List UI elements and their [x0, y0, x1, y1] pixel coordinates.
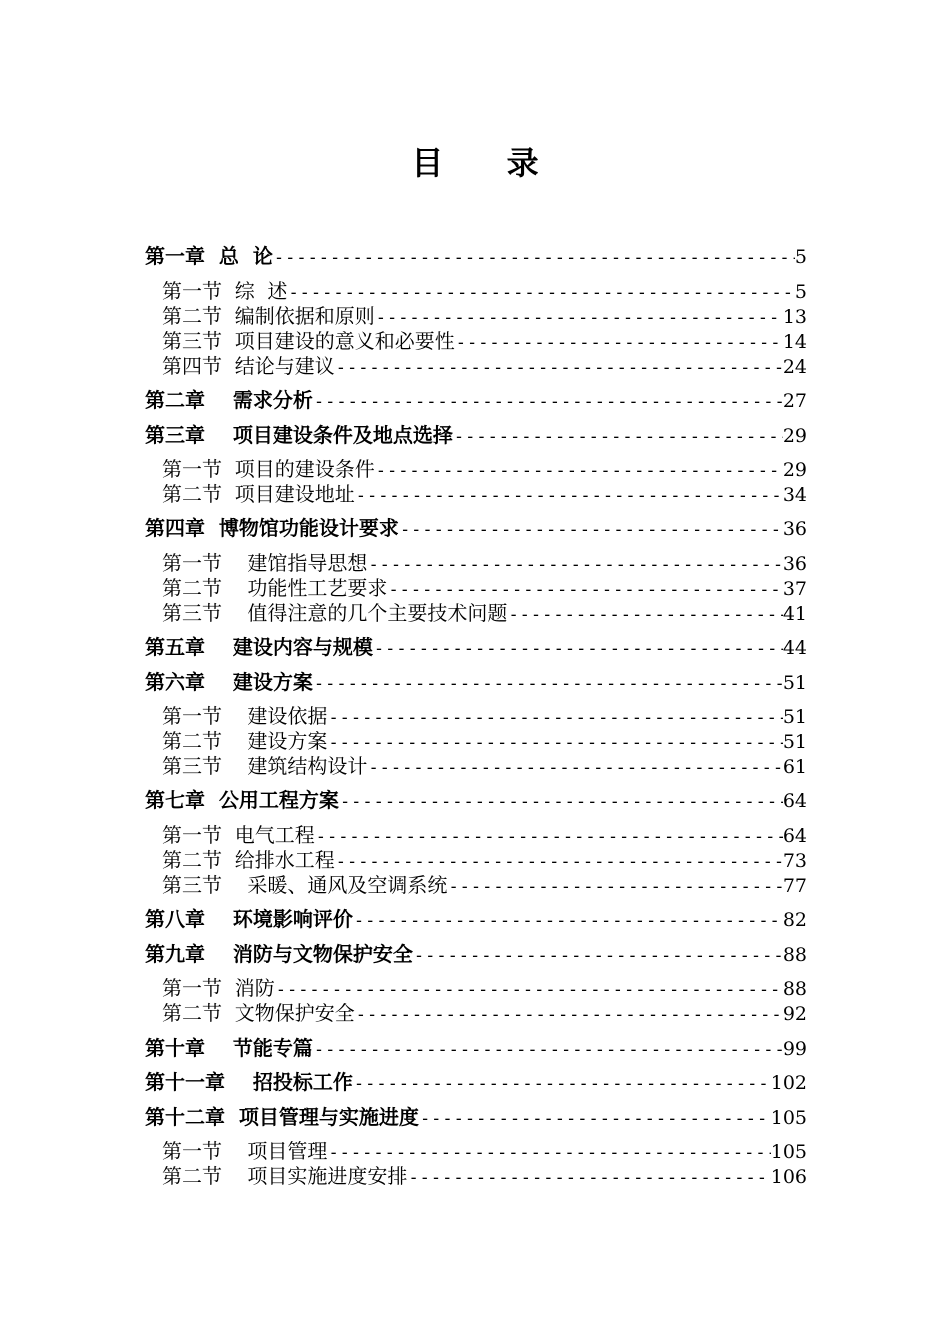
toc-entry-label: 第七章 公用工程方案	[145, 788, 339, 812]
toc-page-number: 37	[782, 578, 807, 600]
dash-leader	[335, 355, 783, 381]
toc-page-number: 5	[794, 246, 807, 268]
toc-page-number: 88	[782, 978, 807, 1000]
toc-page-number: 64	[782, 790, 807, 812]
toc-section-entry	[162, 822, 807, 848]
toc-chapter-entry	[145, 243, 807, 269]
toc-chapter-entry	[145, 634, 807, 660]
toc-page-number: 51	[782, 706, 807, 728]
toc-entry-label: 第三节 值得注意的几个主要技术问题	[162, 601, 508, 625]
toc-entry-label: 第二节 建设方案	[162, 729, 328, 753]
toc-entry-label: 第一节 消防	[162, 976, 275, 1000]
dash-leader	[353, 1071, 771, 1097]
dash-leader	[507, 602, 782, 628]
toc-page-number: 44	[782, 637, 807, 659]
toc-page-number: 36	[782, 518, 807, 540]
toc-entry-label: 第四章 博物馆功能设计要求	[145, 516, 399, 540]
toc-entry-label: 第一节 综 述	[162, 279, 288, 303]
toc-page-number: 102	[770, 1072, 807, 1094]
dash-leader	[399, 517, 783, 543]
toc-entry-label: 第一节 建馆指导思想	[162, 551, 368, 575]
toc-section-entry	[162, 975, 807, 1001]
page-title: 目 录	[411, 144, 565, 182]
toc-page-number: 61	[782, 756, 807, 778]
toc-entry-label: 第二节 项目实施进度安排	[162, 1164, 408, 1188]
toc-section-entry	[162, 847, 807, 873]
dash-leader	[453, 424, 783, 450]
toc-page-number: 13	[782, 306, 807, 328]
toc-page-number: 51	[782, 672, 807, 694]
toc-entry-label: 第三节 建筑结构设计	[162, 754, 368, 778]
toc-chapter-entry	[145, 422, 807, 448]
toc-entry-label: 第九章 消防与文物保护安全	[145, 942, 413, 966]
toc-chapter-entry	[145, 941, 807, 967]
dash-leader	[313, 389, 783, 415]
toc-section-entry	[162, 328, 807, 354]
toc-page-number: 29	[782, 459, 807, 481]
toc-chapter-entry	[145, 669, 807, 695]
toc-entry-label: 第一节 项目的建设条件	[162, 457, 375, 481]
toc-page-number: 99	[782, 1038, 807, 1060]
toc-section-entry	[162, 872, 807, 898]
toc-entry-label: 第一节 电气工程	[162, 823, 315, 847]
toc-section-entry	[162, 575, 807, 601]
toc-page-number: 51	[782, 731, 807, 753]
toc-page-number: 64	[782, 825, 807, 847]
toc-section-entry	[162, 1138, 807, 1164]
toc-section-entry	[162, 753, 807, 779]
toc-page-number: 105	[770, 1141, 807, 1163]
toc-entry-label: 第二节 功能性工艺要求	[162, 576, 388, 600]
toc-section-entry	[162, 550, 807, 576]
dash-leader	[407, 1165, 770, 1191]
toc-page-number: 14	[782, 331, 807, 353]
toc-section-entry	[162, 728, 807, 754]
dash-leader	[355, 1002, 783, 1028]
dash-leader	[313, 1037, 783, 1063]
toc-section-entry	[162, 278, 807, 304]
dash-leader	[273, 245, 795, 271]
toc-page-number: 92	[782, 1003, 807, 1025]
toc-page-number: 105	[770, 1107, 807, 1129]
dash-leader	[413, 943, 783, 969]
toc-entry-label: 第二节 给排水工程	[162, 848, 335, 872]
toc-entry-label: 第四节 结论与建议	[162, 354, 335, 378]
dash-leader	[353, 908, 783, 934]
toc-entry-label: 第三节 采暖、通风及空调系统	[162, 873, 448, 897]
toc-entry-label: 第二节 项目建设地址	[162, 482, 355, 506]
dash-leader	[367, 755, 782, 781]
toc-section-entry	[162, 303, 807, 329]
toc-entry-label: 第三节 项目建设的意义和必要性	[162, 329, 455, 353]
toc-entry-label: 第二节 编制依据和原则	[162, 304, 375, 328]
toc-section-entry	[162, 703, 807, 729]
toc-entry-label: 第十章 节能专篇	[145, 1036, 313, 1060]
toc-page-number: 36	[782, 553, 807, 575]
toc-chapter-entry	[145, 1069, 807, 1095]
toc-entry-label: 第六章 建设方案	[145, 670, 313, 694]
toc-chapter-entry	[145, 906, 807, 932]
toc-page-number: 34	[782, 484, 807, 506]
toc-page-number: 41	[782, 603, 807, 625]
toc-entry-label: 第一节 建设依据	[162, 704, 328, 728]
toc-entry-label: 第一章 总 论	[145, 244, 273, 268]
toc-entry-label: 第三章 项目建设条件及地点选择	[145, 423, 453, 447]
toc-page-number: 29	[782, 425, 807, 447]
toc-section-entry	[162, 1000, 807, 1026]
toc-page-number: 73	[782, 850, 807, 872]
toc-page-number: 77	[782, 875, 807, 897]
toc-entry-label: 第一节 项目管理	[162, 1139, 328, 1163]
toc-chapter-entry	[145, 515, 807, 541]
toc-entry-label: 第十二章 项目管理与实施进度	[145, 1105, 419, 1129]
toc-chapter-entry	[145, 387, 807, 413]
dash-leader	[447, 874, 782, 900]
toc-page-number: 24	[782, 356, 807, 378]
dash-leader	[373, 636, 783, 662]
toc-page-number: 88	[782, 944, 807, 966]
dash-leader	[339, 789, 783, 815]
toc-entry-label: 第十一章 招投标工作	[145, 1070, 353, 1094]
toc-page-number: 5	[794, 281, 807, 303]
dash-leader	[313, 671, 783, 697]
toc-page-number: 106	[770, 1166, 807, 1188]
toc-chapter-entry	[145, 1104, 807, 1130]
toc-section-entry	[162, 600, 807, 626]
toc-entry-label: 第八章 环境影响评价	[145, 907, 353, 931]
toc-entry-label: 第二节 文物保护安全	[162, 1001, 355, 1025]
toc-section-entry	[162, 353, 807, 379]
toc-section-entry	[162, 1163, 807, 1189]
toc-entry-label: 第五章 建设内容与规模	[145, 635, 373, 659]
toc-chapter-entry	[145, 1035, 807, 1061]
toc-page-number: 82	[782, 909, 807, 931]
toc-section-entry	[162, 456, 807, 482]
toc-chapter-entry	[145, 787, 807, 813]
toc-page-number: 27	[782, 390, 807, 412]
toc-entry-label: 第二章 需求分析	[145, 388, 313, 412]
dash-leader	[419, 1106, 771, 1132]
dash-leader	[355, 483, 783, 509]
toc-section-entry	[162, 481, 807, 507]
